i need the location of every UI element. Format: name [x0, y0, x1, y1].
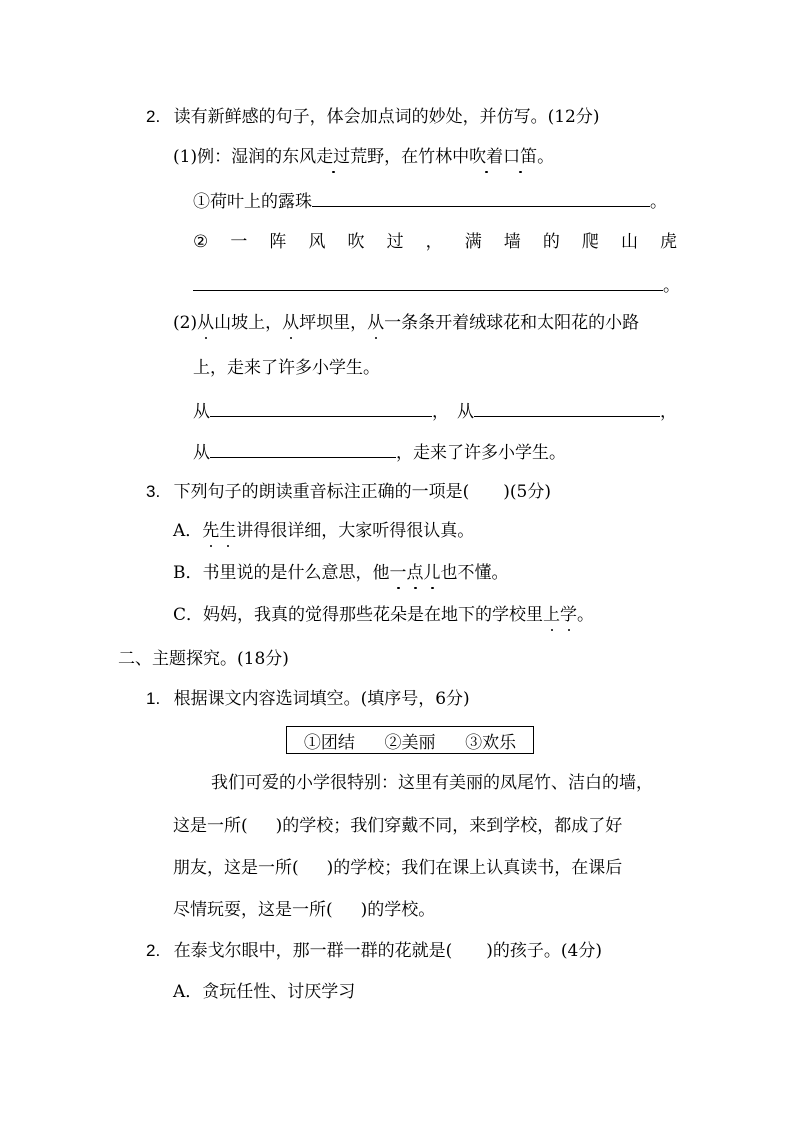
option-label: B． — [173, 563, 203, 583]
dotted-word: 走过 — [316, 147, 351, 167]
dotted-word: 吹着 — [469, 147, 504, 167]
sentence-2-imitation-1: 从 ， 从 ， — [193, 402, 677, 422]
question-2 — [146, 106, 600, 128]
word-options-box — [286, 726, 534, 754]
question-number: 3. — [146, 482, 161, 501]
dotted-word: 点 — [406, 563, 424, 583]
spaced-char: 满 — [464, 232, 482, 252]
section-title: 二、主题探究。(18分) — [118, 649, 289, 669]
answer-blank[interactable] — [210, 441, 396, 458]
question-title: 下列句子的朗读重音标注正确的一项是( — [173, 482, 470, 502]
example-text: 荒野，在竹林中 — [350, 147, 470, 167]
answer-blank[interactable] — [210, 400, 432, 417]
question-title: 读有新鲜感的句子，体会加点词的妙处，并仿写。(12分) — [173, 107, 600, 127]
imitation-item-2 — [193, 231, 677, 253]
passage-line-2: 这是一所( )的学校；我们穿戴不同，来到学校，都成了好 — [173, 816, 623, 836]
item-text: ①荷叶上的露珠 — [193, 192, 312, 212]
example-sentence: (1)例：湿润的东风走过荒野，在竹林中吹着口笛。 — [173, 147, 555, 167]
passage-line-3: 朋友，这是一所( )的学校；我们在课上认真读书，在课后 — [173, 858, 623, 878]
question-number: 2. — [146, 107, 161, 126]
spaced-char: 风 — [308, 232, 326, 252]
question-title: 根据课文内容选词填空。(填序号，6分) — [173, 689, 470, 709]
sentence-2-imitation-2: 从 ，走来了许多小学生。 — [193, 443, 566, 463]
question-title: 在泰戈尔眼中，那一群一群的花就是( — [173, 941, 453, 961]
spaced-char: 爬 — [581, 232, 599, 252]
spaced-char: 过 — [386, 232, 404, 252]
word-option: ①团结 — [303, 732, 355, 753]
spaced-char: 山 — [620, 232, 638, 252]
dotted-word: 学 — [560, 605, 578, 625]
section2-question-1 — [146, 688, 470, 710]
section2-question-2: 2. 在泰戈尔眼中，那一群一群的花就是( )的孩子。(4分) — [146, 941, 602, 961]
dotted-word: 从 — [197, 313, 215, 333]
word-option: ②美丽 — [384, 732, 436, 753]
option-label: C． — [173, 605, 204, 625]
dotted-word: 从 — [367, 313, 385, 333]
answer-blank[interactable] — [474, 400, 660, 417]
question-3: 3. 下列句子的朗读重音标注正确的一项是( )(5分) — [146, 482, 551, 502]
word-option: ③欢乐 — [465, 732, 517, 753]
spaced-char: 一 — [230, 232, 248, 252]
spaced-char: 吹 — [347, 232, 365, 252]
dotted-word: 儿 — [423, 563, 441, 583]
spaced-char: 阵 — [269, 232, 287, 252]
dotted-word: 上 — [543, 605, 561, 625]
option-label: A． — [173, 521, 203, 541]
passage-line-4: 尽情玩耍，这是一所( )的学校。 — [173, 900, 436, 920]
sentence-2-cont: 上，走来了许多小学生。 — [193, 358, 380, 378]
question-number: 1. — [146, 689, 161, 708]
passage-line-1: 我们可爱的小学很特别：这里有美丽的凤尾竹、洁白的墙， — [211, 773, 653, 793]
option-c[interactable]: C．妈妈，我真的觉得那些花朵是在地下的学校里上学。 — [173, 605, 595, 625]
dotted-word: 从 — [282, 313, 300, 333]
spaced-char: 虎 — [660, 232, 677, 252]
sentence-2: (2)从山坡上，从坪坝里，从一条条开着绒球花和太阳花的小路 — [173, 313, 640, 333]
spaced-char: ② — [193, 232, 209, 252]
dotted-word: 先 — [202, 521, 220, 541]
option-a[interactable]: A．贪玩任性、讨厌学习 — [173, 982, 356, 1002]
dotted-word: 口笛 — [503, 147, 538, 167]
spaced-char: 的 — [542, 232, 560, 252]
example-text: (1)例：湿润的东风 — [173, 147, 317, 167]
imitation-item-1: ①荷叶上的露珠 。 — [193, 192, 667, 212]
dotted-word: 生 — [219, 521, 237, 541]
spaced-char: ， — [425, 232, 443, 252]
question-number: 2. — [146, 941, 161, 960]
option-a[interactable]: A．先生讲得很详细，大家听得很认真。 — [173, 521, 475, 541]
option-b[interactable]: B．书里说的是什么意思，他一点儿也不懂。 — [173, 563, 509, 583]
answer-blank[interactable] — [193, 274, 663, 291]
imitation-item-2-line: 。 — [193, 274, 680, 297]
dotted-word: 一 — [389, 563, 407, 583]
answer-blank[interactable] — [312, 190, 650, 207]
spaced-char: 墙 — [503, 232, 521, 252]
